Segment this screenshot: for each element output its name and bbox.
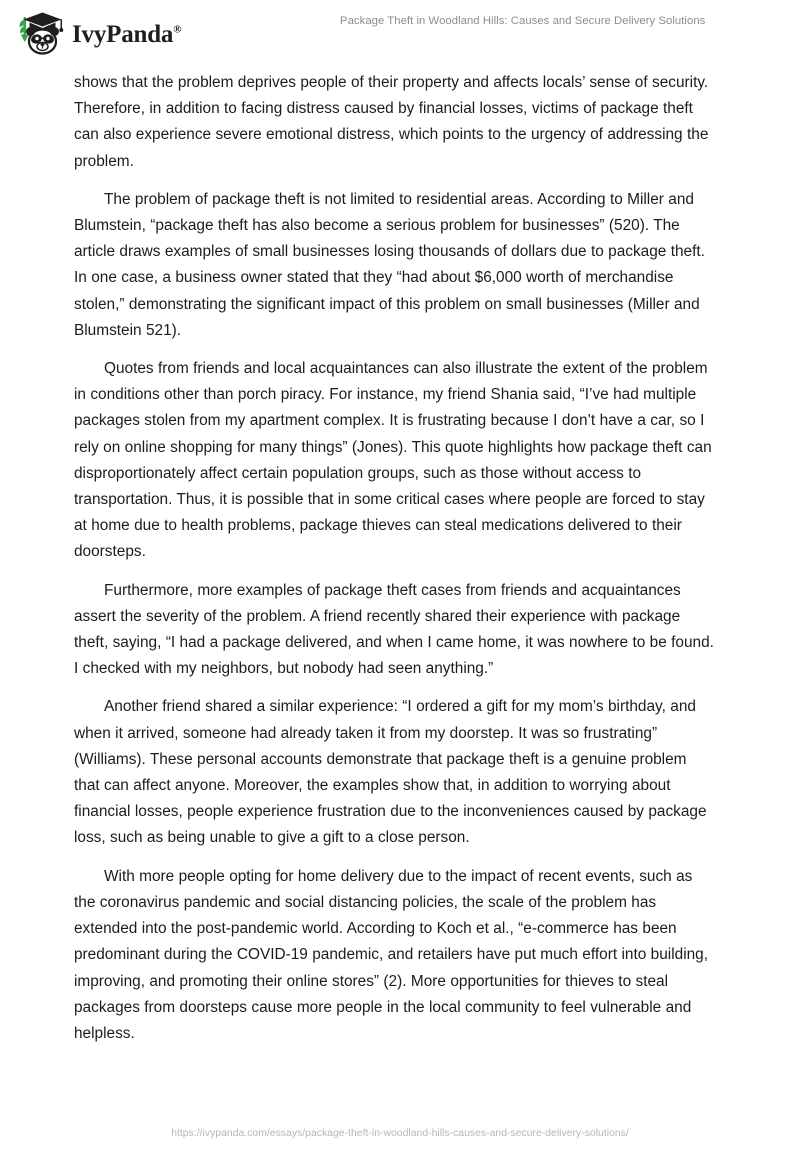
ivypanda-wordmark: [72, 22, 181, 47]
document-body: [74, 70, 716, 1059]
paragraph: The problem of package theft is not limited to residential areas. According to Miller and Blumstein, “package theft has also become a serious problem for businesses” (520). The article draws examples of small businesses losing thousands of dollars due to package theft. In one case, a business owner stated that they “had about $6,000 worth of merchandise stolen,” demonstrating the significant impact of this problem on small businesses (Miller and Blumstein 521).: [74, 190, 705, 339]
brand-name-text: IvyPanda: [72, 20, 174, 48]
source-url-link[interactable]: https://ivypanda.com/essays/package-theft-in-woodland-hills-causes-and-secure-delivery-solutions/: [171, 1128, 629, 1139]
registered-trademark-icon: ®: [173, 23, 182, 36]
paragraph: With more people opting for home delivery due to the impact of recent events, such as the coronavirus pandemic and social distancing policies, the scale of the problem has extended into the post-pandemic world. According to Koch et al., “e-commerce has been predominant during the COVID-19 pandemic, and retailers have put much effort into building, improving, and promoting their online stores” (2). More opportunities for thieves to steal packages from doorsteps cause more people in the local community to feel vulnerable and helpless.: [74, 867, 709, 1042]
paragraph: shows that the problem deprives people of their property and affects locals’ sense of security. Therefore, in addition to facing distress caused by financial losses, victims of package theft can also experience severe emotional distress, which points to the urgency of addressing the problem.: [74, 74, 709, 170]
paragraph: Quotes from friends and local acquaintances can also illustrate the extent of the problem in conditions other than porch piracy. For instance, my friend Shania said, “I’ve had multiple packages stolen from my apartment complex. It is frustrating because I don’t have a car, so I rely on online shopping for many things” (Jones). This quote highlights how package theft can disproportionately affect certain population groups, such as those without access to transportation. Thus, it is possible that in some critical cases where people are forced to stay at home due to health problems, package thieves can steal medications delivered to their doorsteps.: [74, 360, 712, 561]
ivypanda-logo-link[interactable]: [14, 11, 181, 55]
page-header: [0, 0, 800, 62]
paragraph: Another friend shared a similar experience: “I ordered a gift for my mom’s birthday, and when it arrived, someone had already taken it from my doorstep. It was so frustrating” (Williams). These personal accounts demonstrate that package theft is a genuine problem that can affect anyone. Moreover, the examples show that, in addition to worrying about financial losses, people experience frustration due to the inconveniences caused by package loss, such as being unable to give a gift to a close person.: [74, 698, 707, 847]
paragraph: Furthermore, more examples of package theft cases from friends and acquaintances assert the severity of the problem. A friend recently shared their experience with package theft, saying, “I had a package delivered, and when I came home, it was nowhere to be found. I checked with my neighbors, but nobody had seen anything.”: [74, 581, 714, 678]
panda-graduation-cap-logo-icon: [14, 11, 66, 55]
document-title-header: Package Theft in Woodland Hills: Causes and Secure Delivery Solutions: [340, 15, 706, 27]
page-footer: [0, 1114, 800, 1160]
